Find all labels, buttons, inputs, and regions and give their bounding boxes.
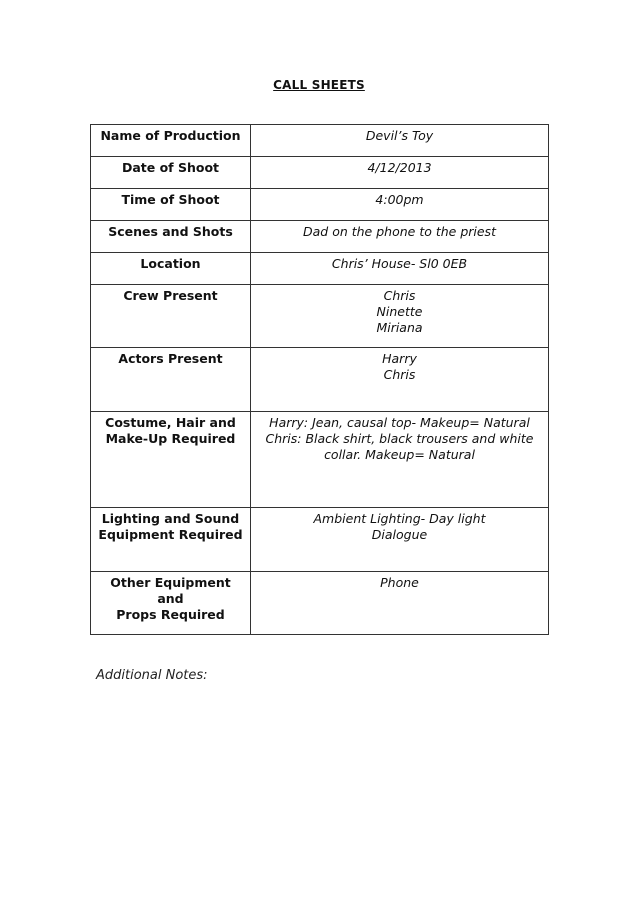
- label-line: Costume, Hair and: [105, 415, 236, 430]
- field-label: Scenes and Shots: [91, 221, 251, 253]
- field-value: Phone: [251, 572, 549, 635]
- field-label: [91, 572, 251, 635]
- table-row: [91, 508, 549, 572]
- table-row: [91, 412, 549, 508]
- label-line: Props Required: [116, 607, 225, 622]
- additional-notes-label: Additional Notes:: [96, 668, 208, 683]
- field-label: Name of Production: [91, 125, 251, 157]
- value-line: Chris: [383, 288, 416, 303]
- page-title: CALL SHEETS: [273, 78, 365, 92]
- table-row: [91, 125, 549, 157]
- table-row: [91, 189, 549, 221]
- table-row: [91, 285, 549, 348]
- value-line: Chris: Black shirt, black trousers and white: [265, 431, 534, 446]
- field-label: Location: [91, 253, 251, 285]
- table-row: [91, 253, 549, 285]
- field-label: Crew Present: [91, 285, 251, 348]
- field-value: [251, 412, 549, 508]
- table-row: [91, 221, 549, 253]
- table-row: [91, 157, 549, 189]
- field-label: Time of Shoot: [91, 189, 251, 221]
- table-row: [91, 348, 549, 412]
- field-label: Date of Shoot: [91, 157, 251, 189]
- value-line: Miriana: [376, 320, 423, 335]
- field-value: 4/12/2013: [251, 157, 549, 189]
- value-line: Ambient Lighting- Day light: [313, 511, 486, 526]
- label-line: Make-Up Required: [105, 431, 236, 446]
- field-value: Devil’s Toy: [251, 125, 549, 157]
- value-line: Ninette: [376, 304, 423, 319]
- label-line: Other Equipment and: [110, 575, 231, 606]
- label-line: Equipment Required: [98, 527, 243, 542]
- field-value: [251, 285, 549, 348]
- field-label: [91, 508, 251, 572]
- field-value: Dad on the phone to the priest: [251, 221, 549, 253]
- label-line: Lighting and Sound: [101, 511, 240, 526]
- value-line: collar. Makeup= Natural: [324, 447, 475, 462]
- value-line: Chris: [383, 367, 416, 382]
- field-value: [251, 508, 549, 572]
- field-value: Chris’ House- Sl0 0EB: [251, 253, 549, 285]
- table-row: [91, 572, 549, 635]
- field-label: Actors Present: [91, 348, 251, 412]
- field-value: 4:00pm: [251, 189, 549, 221]
- value-line: Harry: Jean, causal top- Makeup= Natural: [269, 415, 530, 430]
- field-label: [91, 412, 251, 508]
- call-sheet-table: [90, 124, 549, 635]
- field-value: [251, 348, 549, 412]
- value-line: Dialogue: [371, 527, 428, 542]
- value-line: Harry: [382, 351, 417, 366]
